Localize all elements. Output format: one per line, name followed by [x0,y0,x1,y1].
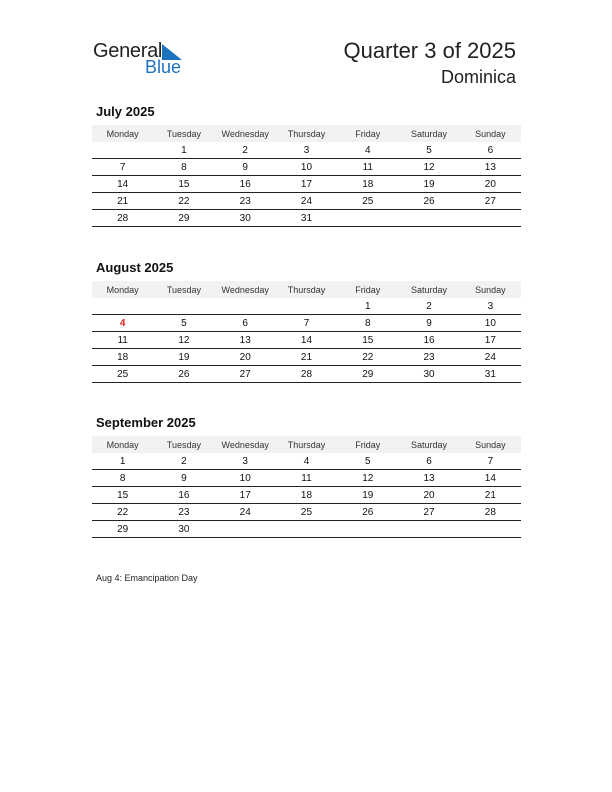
day-cell: 22 [153,193,214,210]
empty-day-cell [92,298,153,315]
day-cell: 8 [337,315,398,332]
week-row [92,504,521,521]
day-cell: 5 [337,453,398,470]
day-cell: 14 [92,176,153,193]
day-cell: 17 [460,332,521,349]
day-cell: 26 [337,504,398,521]
day-cell: 26 [398,193,459,210]
weekday-header: Tuesday [153,436,214,453]
day-cell: 28 [460,504,521,521]
day-cell: 29 [153,210,214,227]
weekday-header: Saturday [398,436,459,453]
weekday-header: Sunday [460,281,521,298]
day-cell: 19 [153,349,214,366]
day-cell: 30 [153,521,214,538]
weekday-header: Friday [337,125,398,142]
day-cell: 24 [460,349,521,366]
day-cell: 3 [215,453,276,470]
day-cell: 9 [215,159,276,176]
day-cell: 30 [398,366,459,383]
weekday-header: Thursday [276,125,337,142]
day-cell: 27 [460,193,521,210]
day-cell: 14 [460,470,521,487]
weekday-header: Saturday [398,125,459,142]
weekday-header-row [92,436,521,453]
weekday-header: Sunday [460,436,521,453]
holiday-note: Aug 4: Emancipation Day [96,573,198,583]
calendar-grid [92,436,521,538]
weekday-header: Sunday [460,125,521,142]
day-cell: 2 [398,298,459,315]
day-cell: 31 [460,366,521,383]
day-cell: 9 [398,315,459,332]
day-cell: 27 [215,366,276,383]
day-cell: 8 [153,159,214,176]
week-row [92,210,521,227]
day-cell: 18 [337,176,398,193]
day-cell: 17 [276,176,337,193]
weekday-header: Thursday [276,281,337,298]
weekday-header: Monday [92,436,153,453]
day-cell: 23 [398,349,459,366]
day-cell: 28 [92,210,153,227]
day-cell: 23 [215,193,276,210]
day-cell: 20 [215,349,276,366]
weekday-header: Wednesday [215,281,276,298]
week-row [92,332,521,349]
day-cell: 21 [460,487,521,504]
country-name: Dominica [440,67,516,87]
week-row [92,453,521,470]
day-cell: 14 [276,332,337,349]
day-cell: 11 [276,470,337,487]
day-cell: 25 [276,504,337,521]
weekday-header: Wednesday [215,436,276,453]
day-cell: 1 [153,142,214,159]
day-cell: 29 [337,366,398,383]
month-title: September 2025 [96,415,196,430]
day-cell: 16 [215,176,276,193]
day-cell: 11 [92,332,153,349]
day-cell: 2 [215,142,276,159]
day-cell: 2 [153,453,214,470]
week-row [92,487,521,504]
week-row [92,349,521,366]
weekday-header: Wednesday [215,125,276,142]
day-cell: 25 [337,193,398,210]
weekday-header: Monday [92,281,153,298]
day-cell: 20 [460,176,521,193]
day-cell: 3 [460,298,521,315]
week-row [92,193,521,210]
page-title: Quarter 3 of 2025 [343,38,516,63]
day-cell: 5 [398,142,459,159]
day-cell: 10 [276,159,337,176]
day-cell: 23 [153,504,214,521]
week-row [92,298,521,315]
day-cell: 22 [92,504,153,521]
day-cell: 19 [337,487,398,504]
week-row [92,470,521,487]
month-july [92,104,521,227]
day-cell: 13 [398,470,459,487]
week-row [92,159,521,176]
day-cell: 12 [398,159,459,176]
day-cell: 3 [276,142,337,159]
day-cell: 4 [276,453,337,470]
day-cell: 4 [337,142,398,159]
day-cell: 26 [153,366,214,383]
day-cell: 1 [92,453,153,470]
day-cell: 16 [398,332,459,349]
generalblue-logo [93,40,193,80]
day-cell: 18 [276,487,337,504]
day-cell: 10 [215,470,276,487]
empty-day-cell [337,210,398,227]
day-cell: 6 [460,142,521,159]
weekday-header-row [92,281,521,298]
day-cell: 15 [153,176,214,193]
day-cell: 5 [153,315,214,332]
day-cell: 7 [276,315,337,332]
day-cell: 18 [92,349,153,366]
day-cell: 17 [215,487,276,504]
day-cell: 25 [92,366,153,383]
logo-text-general: General [93,40,163,62]
day-cell: 6 [398,453,459,470]
month-september [92,415,521,538]
day-cell: 13 [215,332,276,349]
month-august [92,260,521,383]
day-cell: 20 [398,487,459,504]
day-cell: 15 [337,332,398,349]
weekday-header: Monday [92,125,153,142]
day-cell: 29 [92,521,153,538]
empty-day-cell [92,142,153,159]
day-cell: 11 [337,159,398,176]
weekday-header: Tuesday [153,125,214,142]
day-cell: 24 [276,193,337,210]
day-cell: 19 [398,176,459,193]
week-row [92,142,521,159]
empty-day-cell [153,298,214,315]
day-cell: 1 [337,298,398,315]
day-cell: 7 [92,159,153,176]
day-cell: 6 [215,315,276,332]
day-cell: 12 [337,470,398,487]
day-cell: 10 [460,315,521,332]
day-cell: 31 [276,210,337,227]
day-cell: 12 [153,332,214,349]
empty-day-cell [215,521,276,538]
week-row [92,521,521,538]
day-cell: 30 [215,210,276,227]
day-cell: 27 [398,504,459,521]
month-title: July 2025 [96,104,155,119]
week-row [92,176,521,193]
empty-day-cell [460,210,521,227]
calendar-grid [92,125,521,227]
day-cell: 21 [92,193,153,210]
day-cell: 9 [153,470,214,487]
calendar-grid [92,281,521,383]
empty-day-cell [276,521,337,538]
empty-day-cell [460,521,521,538]
holiday-day-cell: 4 [92,315,153,332]
empty-day-cell [337,521,398,538]
day-cell: 8 [92,470,153,487]
empty-day-cell [215,298,276,315]
day-cell: 28 [276,366,337,383]
month-title: August 2025 [96,260,174,275]
empty-day-cell [398,210,459,227]
weekday-header-row [92,125,521,142]
week-row [92,315,521,332]
weekday-header: Friday [337,436,398,453]
day-cell: 15 [92,487,153,504]
week-row [92,366,521,383]
day-cell: 7 [460,453,521,470]
day-cell: 22 [337,349,398,366]
day-cell: 16 [153,487,214,504]
weekday-header: Friday [337,281,398,298]
empty-day-cell [398,521,459,538]
weekday-header: Tuesday [153,281,214,298]
day-cell: 24 [215,504,276,521]
weekday-header: Thursday [276,436,337,453]
day-cell: 21 [276,349,337,366]
empty-day-cell [276,298,337,315]
day-cell: 13 [460,159,521,176]
logo-text-blue: Blue [145,57,182,77]
weekday-header: Saturday [398,281,459,298]
